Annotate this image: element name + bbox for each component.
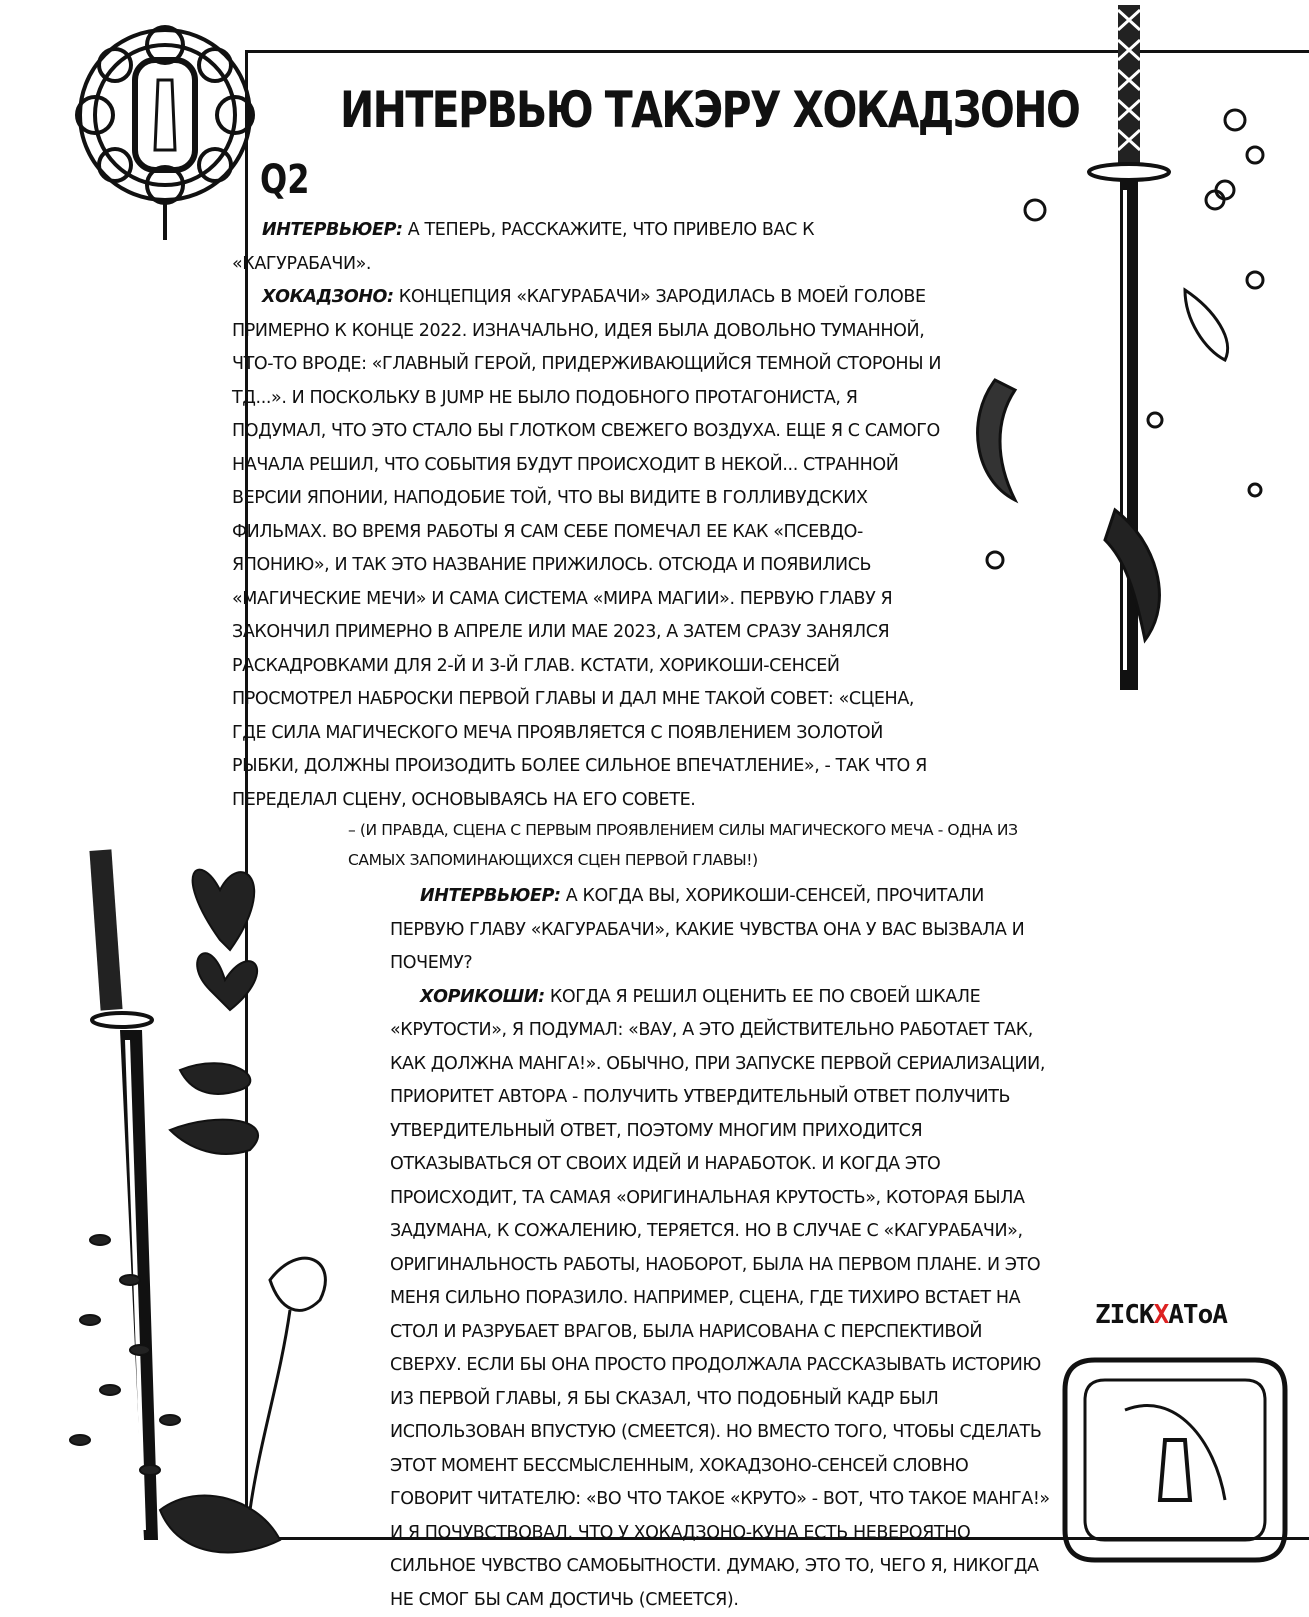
interview-block-1: [232, 214, 952, 817]
paragraph-interviewer-1: [232, 214, 952, 281]
paragraph-text: А ТЕПЕРЬ, РАССКАЖИТЕ, ЧТО ПРИВЕЛО ВАС К «КАГУРАБАЧИ».: [232, 220, 814, 274]
speaker-interviewer: ИНТЕРВЬЮЕР:: [420, 886, 561, 906]
credit-right: AToA: [1168, 1300, 1227, 1330]
paragraph-text: КОНЦЕПЦИЯ «КАГУРАБАЧИ» ЗАРОДИЛАСЬ В МОЕЙ ГОЛОВЕ ПРИМЕРНО К КОНЦЕ 2022. ИЗНАЧАЛЬНО, ИДЕЯ БЫЛА ДОВОЛЬНО ТУМАННОЙ, ЧТО-ТО ВРОДЕ: «ГЛАВНЫЙ ГЕРОЙ, ПРИДЕРЖИВАЮЩИЙСЯ ТЕМНОЙ СТОРОНЫ И ТД...». И ПОСКОЛЬКУ В JUMP НЕ БЫЛО ПОДОБНОГО ПРОТАГОНИСТА, Я ПОДУМАЛ, ЧТО ЭТО СТАЛО БЫ ГЛОТКОМ СВЕЖЕГО ВОЗДУХА. ЕЩЕ Я С САМОГО НАЧАЛА РЕШИЛ, ЧТО СОБЫТИЯ БУДУТ ПРОИСХОДИТ В НЕКОЙ... СТРАННОЙ ВЕРСИИ ЯПОНИИ, НАПОДОБИЕ ТОЙ, ЧТО ВЫ ВИДИТЕ В ГОЛЛИВУДСКИХ ФИЛЬМАХ. ВО ВРЕМЯ РАБОТЫ Я САМ СЕБЕ ПОМЕЧАЛ ЕЕ КАК «ПСЕВДО-ЯПОНИЮ», И ТАК ЭТО НАЗВАНИЕ ПРИЖИЛОСЬ. ОТСЮДА И ПОЯВИЛИСЬ «МАГИЧЕСКИЕ МЕЧИ» И САМА СИСТЕМА «МИРА МАГИИ». ПЕРВУЮ ГЛАВУ Я ЗАКОНЧИЛ ПРИМЕРНО В АПРЕЛЕ ИЛИ МАЕ 2023, А ЗАТЕМ СРАЗУ ЗАНЯЛСЯ РАСКАДРОВКАМИ ДЛЯ 2-Й И 3-Й ГЛАВ. КСТАТИ, ХОРИКОШИ-СЕНСЕЙ ПРОСМОТРЕЛ НАБРОСКИ ПЕРВОЙ ГЛАВЫ И ДАЛ МНЕ ТАКОЙ СОВЕТ: «СЦЕНА, ГДЕ СИЛА МАГИЧЕСКОГО МЕЧА ПРОЯВЛЯЕТСЯ С ПОЯВЛЕНИЕМ ЗОЛОТОЙ РЫБКИ, ДОЛЖНЫ ПРОИЗОДИТЬ БОЛЕЕ СИЛЬНОЕ ВПЕЧАТЛЕНИЕ», - ТАК ЧТО Я ПЕРЕДЕЛАЛ СЦЕНУ, ОСНОВЫВАЯСЬ НА ЕГО СОВЕТЕ.: [232, 287, 941, 810]
bubbles-icon: [1200, 100, 1280, 210]
paragraph-hokazono: [232, 281, 952, 817]
credit-x: X: [1154, 1300, 1169, 1330]
editor-note: – (И ПРАВДА, СЦЕНА С ПЕРВЫМ ПРОЯВЛЕНИЕМ СИЛЫ МАГИЧЕСКОГО МЕЧА - ОДНА ИЗ САМЫХ ЗАПОМИНАЮЩИХСЯ СЦЕН ПЕРВОЙ ГЛАВЫ!): [348, 815, 1038, 875]
paragraph-horikoshi: [390, 981, 1050, 1617]
butterfly-leaves-icon: [150, 850, 300, 1190]
paragraph-text: А КОГДА ВЫ, ХОРИКОШИ-СЕНСЕЙ, ПРОЧИТАЛИ ПЕРВУЮ ГЛАВУ «КАГУРАБАЧИ», КАКИЕ ЧУВСТВА ОНА У ВАС ВЫЗВАЛА И ПОЧЕМУ?: [390, 886, 1024, 973]
koi-fish-ink-icon: [955, 160, 1285, 680]
tsuba-bottom-right-icon: [1055, 1330, 1295, 1590]
speaker-interviewer: ИНТЕРВЬЮЕР:: [262, 220, 403, 240]
question-label: Q2: [260, 160, 309, 200]
page-title: ИНТЕРВЬЮ ТАКЭРУ ХОКАДЗОНО: [340, 85, 865, 135]
paragraph-interviewer-2: [390, 880, 1050, 981]
paragraph-text: КОГДА Я РЕШИЛ ОЦЕНИТЬ ЕЕ ПО СВОЕЙ ШКАЛЕ «КРУТОСТИ», Я ПОДУМАЛ: «ВАУ, А ЭТО ДЕЙСТВИТЕЛЬНО РАБОТАЕТ ТАК, КАК ДОЛЖНА МАНГА!». ОБЫЧНО, ПРИ ЗАПУСКЕ ПЕРВОЙ СЕРИАЛИЗАЦИИ, ПРИОРИТЕТ АВТОРА - ПОЛУЧИТЬ УТВЕРДИТЕЛЬНЫЙ ОТВЕТ ПОЛУЧИТЬ УТВЕРДИТЕЛЬНЫЙ ОТВЕТ, ПОЭТОМУ МНОГИМ ПРИХОДИТСЯ ОТКАЗЫВАТЬСЯ ОТ СВОИХ ИДЕЙ И НАРАБОТОК. И КОГДА ЭТО ПРОИСХОДИТ, ТА САМАЯ «ОРИГИНАЛЬНАЯ КРУТОСТЬ», КОТОРАЯ БЫЛА ЗАДУМАНА, К СОЖАЛЕНИЮ, ТЕРЯЕТСЯ. НО В СЛУЧАЕ С «КАГУРАБАЧИ», ОРИГИНАЛЬНОСТЬ РАБОТЫ, НАОБОРОТ, БЫЛА НА ПЕРВОМ ПЛАНЕ. И ЭТО МЕНЯ СИЛЬНО ПОРАЗИЛО. НАПРИМЕР, СЦЕНА, ГДЕ ТИХИРО ВСТАЕТ НА СТОЛ И РАЗРУБАЕТ ВРАГОВ, БЫЛА НАРИСОВАНА С ПЕРСПЕКТИВОЙ СВЕРХУ. ЕСЛИ БЫ ОНА ПРОСТО ПРОДОЛЖАЛА РАССКАЗЫВАТЬ ИСТОРИЮ ИЗ ПЕРВОЙ ГЛАВЫ, Я БЫ СКАЗАЛ, ЧТО ПОДОБНЫЙ КАДР БЫЛ ИСПОЛЬЗОВАН ВПУСТУЮ (СМЕЕТСЯ). НО ВМЕСТО ТОГО, ЧТОБЫ СДЕЛАТЬ ЭТОТ МОМЕНТ БЕССМЫСЛЕННЫМ, ХОКАДЗОНО-СЕНСЕЙ СЛОВНО ГОВОРИТ ЧИТАТЕЛЮ: «ВО ЧТО ТАКОЕ «КРУТО» - ВОТ, ЧТО ТАКОЕ МАНГА!» И Я ПОЧУВСТВОВАЛ, ЧТО У ХОКАДЗОНО-КУНА ЕСТЬ НЕВЕРОЯТНО СИЛЬНОЕ ЧУВСТВО САМОБЫТНОСТИ. ДУМАЮ, ЭТО ТО, ЧЕГО Я, НИКОГДА НЕ СМОГ БЫ САМ ДОСТИЧЬ (СМЕЕТСЯ).: [390, 987, 1050, 1610]
credit-left: ZICK: [1095, 1300, 1154, 1330]
interview-block-2: [390, 880, 1050, 1617]
flower-ink-icon: [60, 1180, 350, 1600]
tsuba-top-left-icon: [60, 10, 270, 240]
speaker-hokazono: ХОКАДЗОНО:: [262, 287, 394, 307]
translator-credit: [1095, 1300, 1227, 1330]
speaker-horikoshi: ХОРИКОШИ:: [420, 987, 545, 1007]
